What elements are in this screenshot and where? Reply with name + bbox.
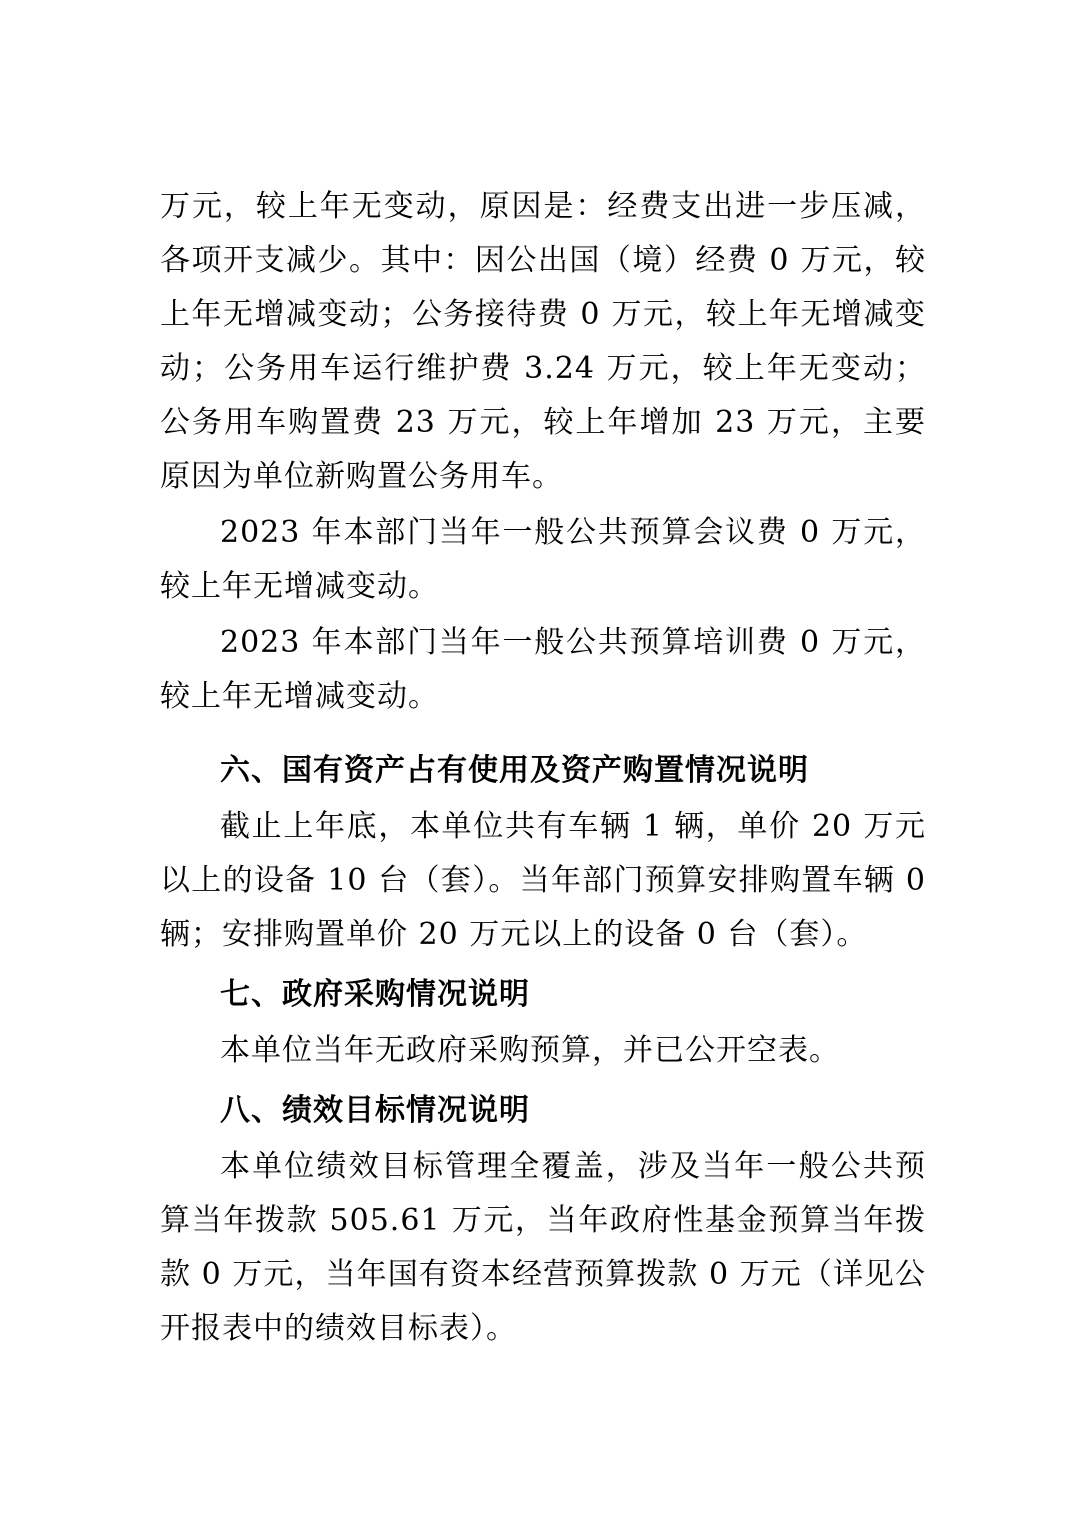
section-heading-state-assets: 六、国有资产占有使用及资产购置情况说明 [220,753,809,788]
paragraph-government-procurement: 本单位当年无政府采购预算，并已公开空表。 [220,1033,840,1068]
paragraph-performance-targets: 本单位绩效目标管理全覆盖，涉及当年一般公共预算当年拨款 505.61 万元，当年政府性基金预算当年拨款 0 万元，当年国有资本经营预算拨款 0 万元（详见公开报表中的绩效目标表）。 [160,1149,926,1346]
paragraph-public-funds-expenses: 万元，较上年无变动，原因是：经费支出进一步压减，各项开支减少。其中：因公出国（境）经费 0 万元，较上年无增减变动；公务接待费 0 万元，较上年无增减变动；公务用车运行维护费 3.24 万元，较上年无变动；公务用车购置费 23 万元，较上年增加 23 万元，主要原因为单位新购置公务用车。 [160,189,926,494]
section-heading-government-procurement: 七、政府采购情况说明 [220,977,530,1012]
document-page [160,180,926,1356]
paragraph-training-fees: 2023 年本部门当年一般公共预算培训费 0 万元，较上年无增减变动。 [160,625,926,714]
section-heading-performance-targets: 八、绩效目标情况说明 [220,1093,530,1128]
paragraph-meeting-fees: 2023 年本部门当年一般公共预算会议费 0 万元，较上年无增减变动。 [160,515,926,604]
paragraph-state-assets: 截止上年底，本单位共有车辆 1 辆，单价 20 万元以上的设备 10 台（套）。当年部门预算安排购置车辆 0 辆；安排购置单价 20 万元以上的设备 0 台（套）。 [160,809,926,952]
